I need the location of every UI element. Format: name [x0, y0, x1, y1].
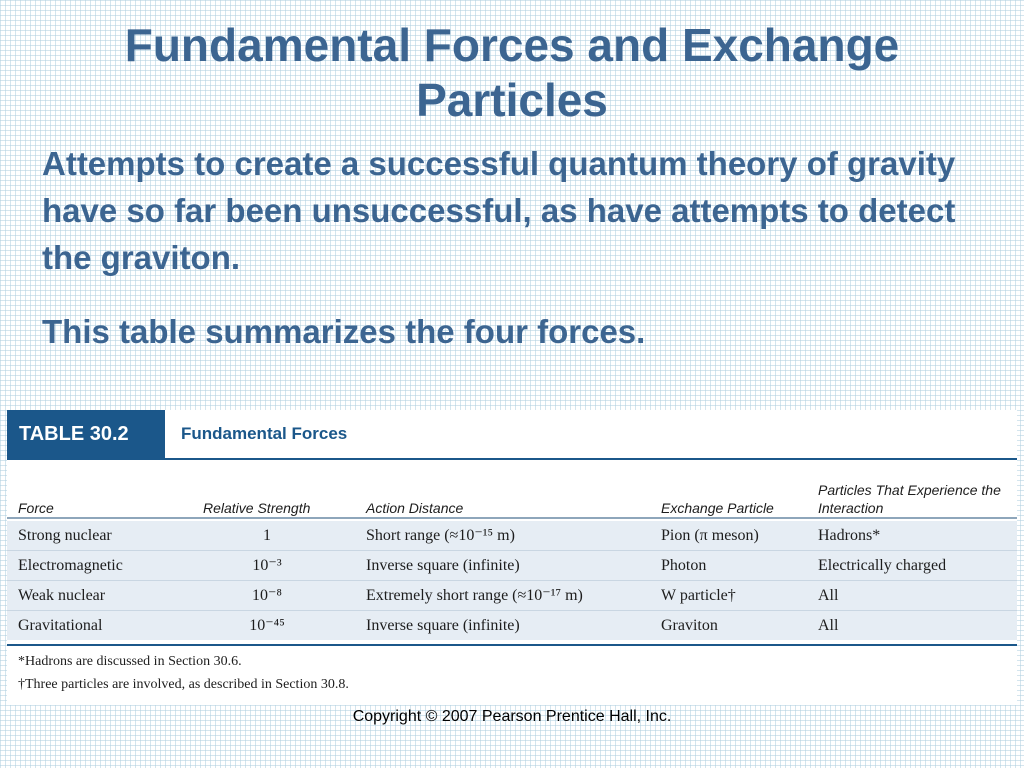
cell-particle: Pion (π meson)	[661, 527, 759, 544]
cell-distance: Inverse square (infinite)	[366, 617, 520, 634]
forces-table	[7, 410, 1017, 705]
table-number-label: TABLE 30.2	[7, 410, 165, 458]
cell-force: Gravitational	[18, 617, 103, 634]
table-row	[7, 521, 1017, 550]
cell-experience: All	[818, 587, 839, 604]
table-row	[7, 581, 1017, 610]
cell-distance: Extremely short range (≈10⁻¹⁷ m)	[366, 587, 583, 604]
cell-experience: Electrically charged	[818, 557, 947, 574]
slide-title: Fundamental Forces and Exchange Particles	[124, 19, 900, 126]
table-row	[7, 551, 1017, 580]
header-action-distance: Action Distance	[366, 500, 464, 516]
copyright-notice: Copyright © 2007 Pearson Prentice Hall, Inc.	[352, 708, 672, 725]
cell-experience: All	[818, 617, 839, 634]
footnote-w-particle: †Three particles are involved, as described in Section 30.8.	[18, 677, 349, 692]
body-paragraph-graviton: Attempts to create a successful quantum theory of gravity have so far been unsuccessful, as have attempts to detect the graviton.	[42, 145, 956, 276]
cell-force: Weak nuclear	[18, 587, 106, 604]
header-force: Force	[18, 500, 54, 516]
header-relative-strength: Relative Strength	[203, 500, 311, 516]
cell-force: Strong nuclear	[18, 527, 112, 544]
table-row	[7, 611, 1017, 640]
cell-strength: 1	[263, 527, 271, 544]
cell-particle: Graviton	[661, 617, 718, 634]
cell-distance: Inverse square (infinite)	[366, 557, 520, 574]
header-particles-experience: Particles That Experience the Interaction	[818, 482, 1001, 516]
header-rule	[7, 517, 1017, 519]
table-top-rule	[7, 458, 1017, 460]
cell-particle: Photon	[661, 557, 707, 574]
table-caption: Fundamental Forces	[181, 424, 348, 443]
cell-strength: 10⁻⁸	[251, 587, 283, 604]
cell-experience: Hadrons*	[818, 527, 881, 544]
body-paragraph-summary: This table summarizes the four forces.	[42, 313, 646, 350]
cell-strength: 10⁻⁴⁵	[249, 617, 285, 634]
cell-force: Electromagnetic	[18, 557, 123, 574]
cell-strength: 10⁻³	[252, 557, 282, 574]
table-header-row	[7, 465, 1017, 517]
cell-particle: W particle†	[661, 587, 736, 604]
footnote-hadrons: *Hadrons are discussed in Section 30.6.	[18, 654, 242, 669]
cell-distance: Short range (≈10⁻¹⁵ m)	[366, 527, 515, 544]
table-bottom-rule	[7, 644, 1017, 646]
table-heading	[7, 410, 1017, 460]
header-exchange-particle: Exchange Particle	[661, 500, 774, 516]
